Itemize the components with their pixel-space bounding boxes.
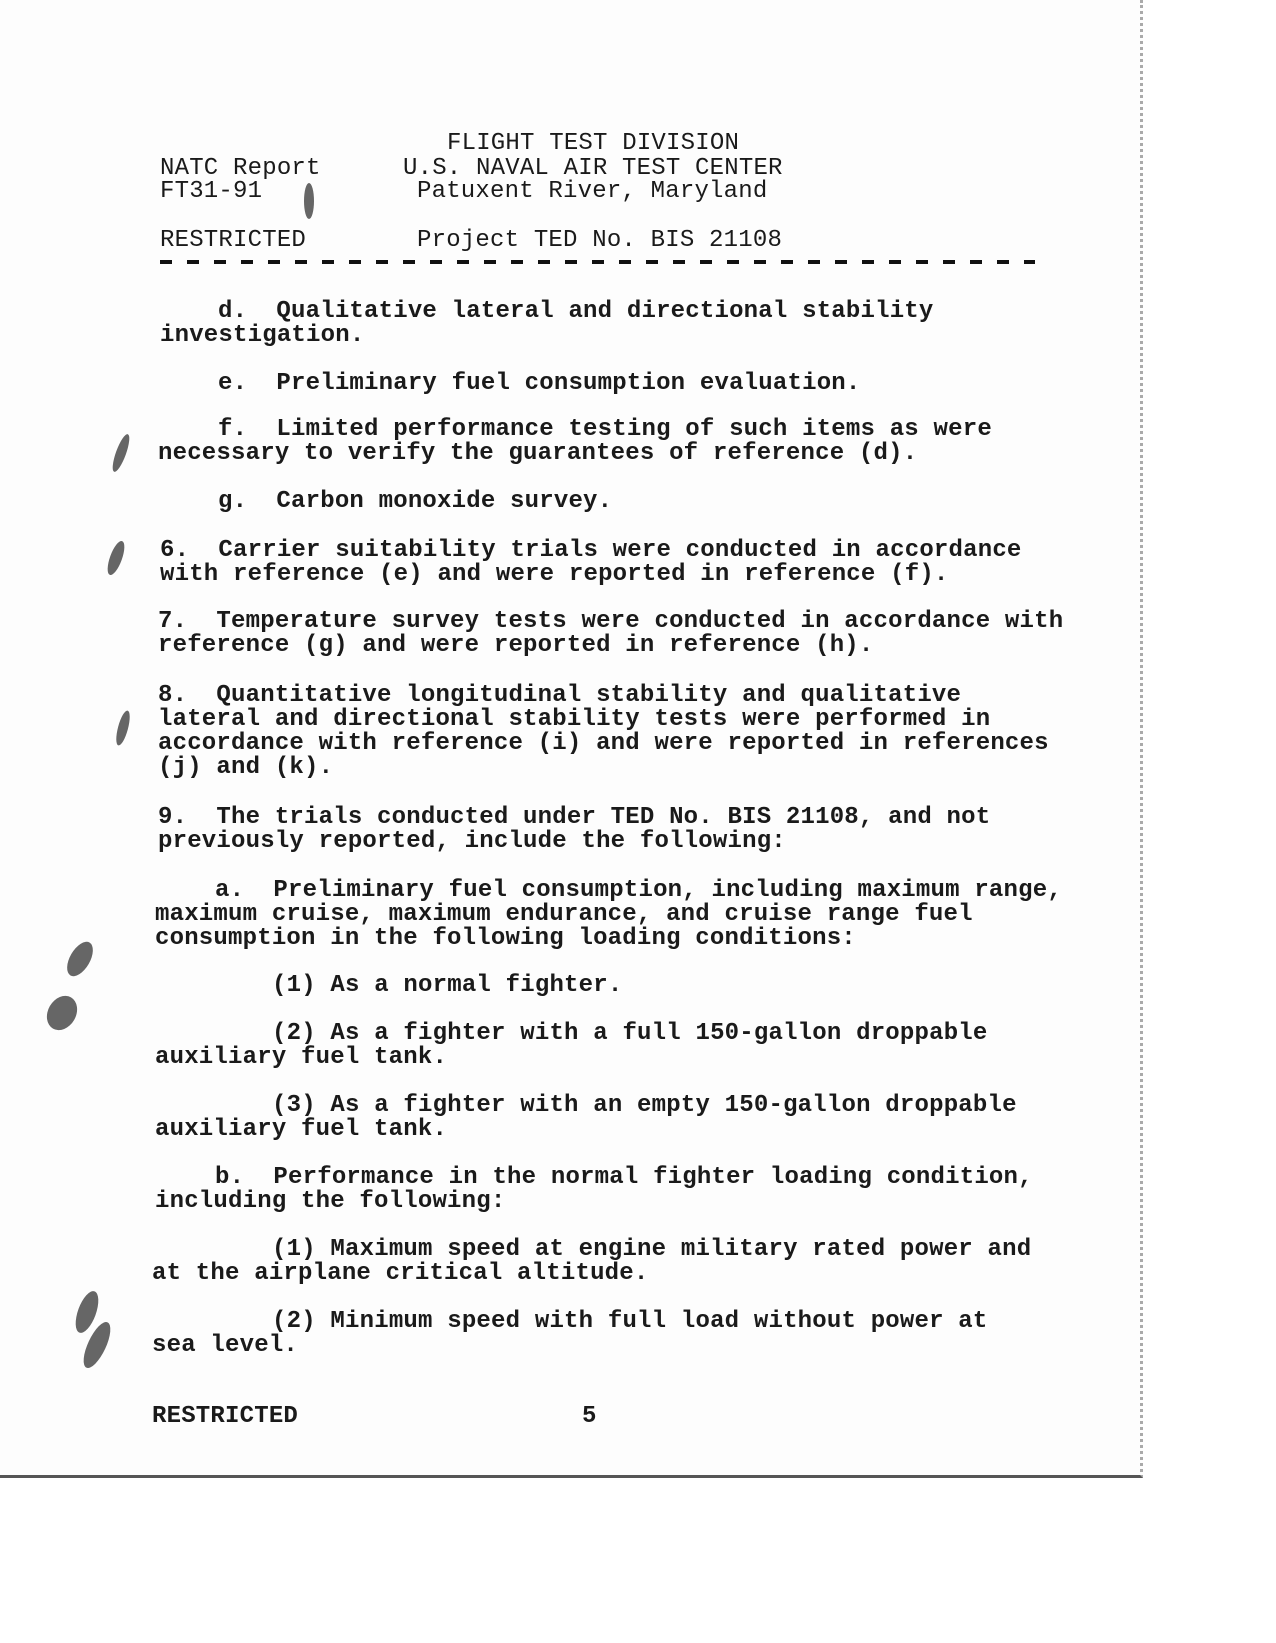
location: Patuxent River, Maryland xyxy=(417,178,768,205)
paragraph-line: auxiliary fuel tank. xyxy=(155,1044,448,1071)
paragraph-line: lateral and directional stability tests were performed in xyxy=(158,706,991,733)
paragraph-line: (1) As a normal fighter. xyxy=(272,972,623,999)
paragraph-line: sea level. xyxy=(152,1332,299,1359)
paragraph-line: b. Performance in the normal fighter loading condition, xyxy=(215,1164,1033,1191)
paragraph-line: 9. The trials conducted under TED No. BIS 21108, and not xyxy=(158,804,991,831)
paragraph-line: (2) Minimum speed with full load without power at xyxy=(272,1308,988,1335)
paragraph-line: (3) As a fighter with an empty 150-gallon droppable xyxy=(272,1092,1017,1119)
ink-blot xyxy=(304,183,314,219)
paragraph-line: accordance with reference (i) and were reported in references xyxy=(158,730,1049,757)
page-number: 5 xyxy=(582,1403,597,1430)
ink-blot xyxy=(114,709,133,746)
paragraph-line: a. Preliminary fuel consumption, including maximum range, xyxy=(215,877,1062,904)
ink-blot xyxy=(41,990,83,1035)
ink-blot xyxy=(62,938,98,981)
paragraph-line: 6. Carrier suitability trials were conducted in accordance xyxy=(160,537,1022,564)
classification-top: RESTRICTED xyxy=(160,227,307,254)
paragraph-line: e. Preliminary fuel consumption evaluation. xyxy=(218,370,861,397)
paragraph-line: previously reported, include the following: xyxy=(158,828,786,855)
paragraph-line: (j) and (k). xyxy=(158,754,334,781)
paragraph-line: maximum cruise, maximum endurance, and cruise range fuel xyxy=(155,901,973,928)
paragraph-line: 7. Temperature survey tests were conducted in accordance with xyxy=(158,608,1064,635)
header-divider xyxy=(160,260,1035,264)
report-label: NATC Report xyxy=(160,155,321,182)
paragraph-line: necessary to verify the guarantees of reference (d). xyxy=(158,440,918,467)
paragraph-line: g. Carbon monoxide survey. xyxy=(218,488,613,515)
classification-bottom: RESTRICTED xyxy=(152,1403,299,1430)
paragraph-line: reference (g) and were reported in reference (h). xyxy=(158,632,874,659)
paragraph-line: consumption in the following loading conditions: xyxy=(155,925,856,952)
project-number: Project TED No. BIS 21108 xyxy=(417,227,783,254)
ink-blot xyxy=(109,432,132,473)
paragraph-line: (2) As a fighter with a full 150-gallon droppable xyxy=(272,1020,988,1047)
paragraph-line: investigation. xyxy=(160,322,365,349)
report-number: FT31-91 xyxy=(160,178,263,205)
center-name: U.S. NAVAL AIR TEST CENTER xyxy=(403,155,783,182)
paragraph-line: including the following: xyxy=(155,1188,506,1215)
paragraph-line: 8. Quantitative longitudinal stability and qualitative xyxy=(158,682,962,709)
division-title: FLIGHT TEST DIVISION xyxy=(447,130,740,157)
paragraph-line: auxiliary fuel tank. xyxy=(155,1116,448,1143)
paragraph-line: at the airplane critical altitude. xyxy=(152,1260,649,1287)
ink-blot xyxy=(104,539,128,577)
paragraph-line: (1) Maximum speed at engine military rated power and xyxy=(272,1236,1032,1263)
paragraph-line: d. Qualitative lateral and directional stability xyxy=(218,298,934,325)
paragraph-line: with reference (e) and were reported in reference (f). xyxy=(160,561,949,588)
paragraph-line: f. Limited performance testing of such items as were xyxy=(218,416,992,443)
